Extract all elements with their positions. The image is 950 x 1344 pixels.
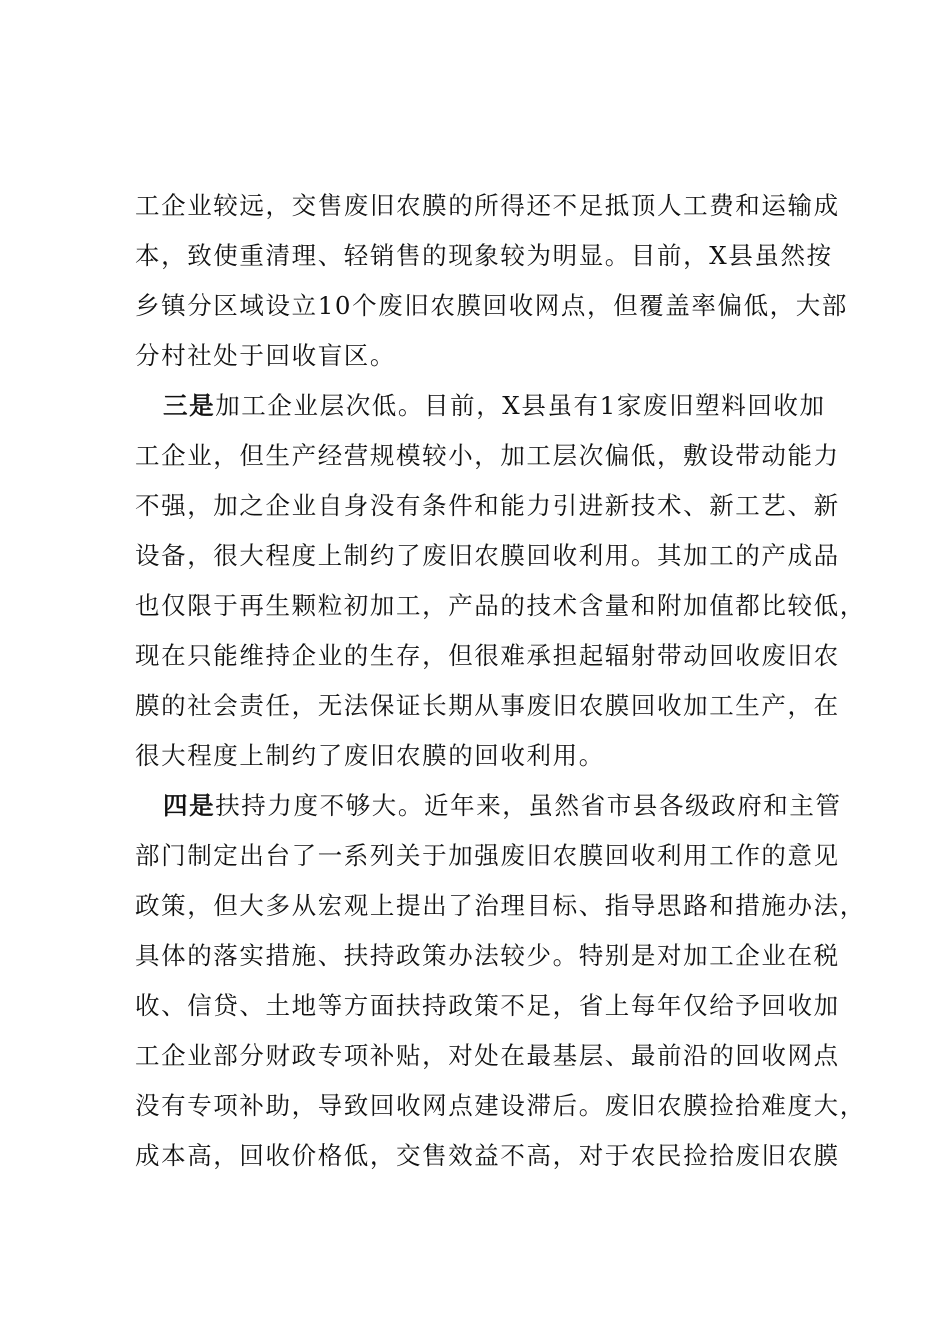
text-line: 工企业，但生产经营规模较小，加工层次偏低，敷设带动能力 (135, 441, 840, 470)
text-line: 工企业部分财政专项补贴，对处在最基层、最前沿的回收网点 (135, 1041, 840, 1070)
text-line: 设备，很大程度上制约了废旧农膜回收利用。其加工的产成品 (135, 541, 840, 570)
text-line: 工企业较远，交售废旧农膜的所得还不足抵顶人工费和运输成 (135, 191, 840, 220)
text-span: 扶持力度不够大。近年来，虽然省市县各级政府和主管 (215, 791, 842, 820)
text-line: 本，致使重清理、轻销售的现象较为明显。目前，X县虽然按 (135, 241, 833, 270)
text-line: 很大程度上制约了废旧农膜的回收利用。 (135, 741, 605, 770)
text-line: 不强，加之企业自身没有条件和能力引进新技术、新工艺、新 (135, 491, 840, 520)
text-line: 分村社处于回收盲区。 (135, 341, 396, 370)
paragraph-lead: 四是 (163, 791, 216, 820)
text-line: 现在只能维持企业的生存，但很难承担起辐射带动回收废旧农 (135, 641, 840, 670)
text-line: 也仅限于再生颗粒初加工，产品的技术含量和附加值都比较低， (135, 591, 866, 620)
text-line: 成本高，回收价格低，交售效益不高，对于农民捡拾废旧农膜 (135, 1141, 840, 1170)
text-line: 乡镇分区域设立10个废旧农膜回收网点，但覆盖率偏低，大部 (135, 291, 848, 320)
text-line: 具体的落实措施、扶持政策办法较少。特别是对加工企业在税 (135, 941, 840, 970)
text-line: 膜的社会责任，无法保证长期从事废旧农膜回收加工生产，在 (135, 691, 840, 720)
paragraph-first-line (163, 786, 842, 826)
text-line: 没有专项补助，导致回收网点建设滞后。废旧农膜捡拾难度大， (135, 1091, 866, 1120)
paragraph-first-line (163, 386, 835, 426)
text-line: 收、信贷、土地等方面扶持政策不足，省上每年仅给予回收加 (135, 991, 840, 1020)
paragraph-lead: 三是 (163, 391, 216, 420)
text-line: 部门制定出台了一系列关于加强废旧农膜回收利用工作的意见 (135, 841, 840, 870)
text-span: 加工企业层次低。目前，X县虽有1家废旧塑料回收加 (215, 391, 826, 420)
text-line: 政策，但大多从宏观上提出了治理目标、指导思路和措施办法， (135, 891, 866, 920)
